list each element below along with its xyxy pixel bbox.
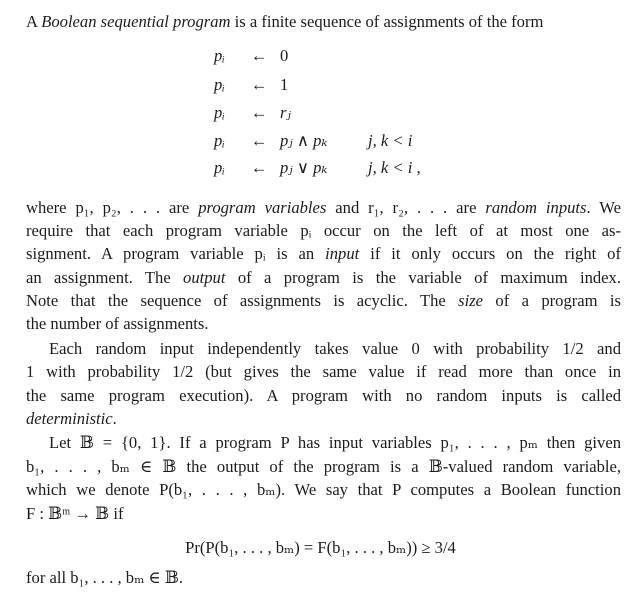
assignment-lhs: pᵢ [214, 158, 225, 177]
term-output: output [183, 268, 226, 287]
assignment-rhs: 1 [280, 75, 289, 94]
assignment-lhs: pᵢ [214, 131, 225, 150]
body-line [26, 409, 621, 429]
intro-text-a: A [26, 12, 42, 31]
text-span: Note that the sequence of assignments is acyclic. The [26, 291, 459, 310]
body-line [26, 244, 621, 264]
intro-line [26, 12, 621, 32]
assignment-condition: j, k < i , [368, 158, 421, 177]
term-deterministic: deterministic [26, 409, 113, 428]
body-line: 1 with probability 1/2 (but gives the same value if read more than once in [26, 362, 621, 381]
body-line: Each random input independently takes value 0 with probability 1/2 and [49, 339, 621, 358]
text-span: where p₁, p₂, . . . are [26, 198, 199, 217]
left-arrow: ← [250, 103, 268, 122]
body-line: which we denote P(b₁, . . . , bₘ). We say that P computes a Boolean function [26, 480, 621, 499]
text-span: of a program is the variable of maximum index. [225, 268, 621, 287]
body-line [26, 198, 621, 218]
text-span: of a program is [483, 291, 621, 310]
text-span: and r₁, r₂, . . . are [326, 198, 486, 217]
text-span: . We [586, 198, 621, 217]
body-line: require that each program variable pᵢ occur on the left of at most one as- [26, 221, 621, 240]
left-arrow: ← [250, 75, 268, 94]
assignment-condition: j, k < i [368, 131, 413, 150]
term-size: size [458, 291, 484, 310]
left-arrow: ← [250, 46, 268, 65]
term-program-variables: program variables [198, 198, 327, 217]
body-line: Let 𝔹 = {0, 1}. If a program P has input variables p₁, . . . , pₘ then given [49, 433, 621, 452]
body-line: the number of assignments. [26, 314, 209, 333]
closing-line: for all b₁, . . . , bₘ ∈ 𝔹. [26, 568, 184, 587]
assignment-lhs: pᵢ [214, 103, 225, 122]
text-span: if it only occurs on the right of [359, 244, 621, 263]
assignment-rhs: rⱼ [280, 103, 291, 122]
body-line [26, 268, 621, 288]
body-line: F : 𝔹ᵐ → 𝔹 if [26, 504, 124, 523]
text-span: . [112, 409, 117, 428]
body-line: the same program execution). A program with no random inputs is called [26, 386, 621, 405]
assignment-rhs: pⱼ ∨ pₖ [280, 158, 328, 177]
assignment-lhs: pᵢ [214, 46, 225, 65]
display-equation: Pr(P(b₁, . . . , bₘ) = F(b₁, . . . , bₘ)) ≥ 3/4 [185, 538, 456, 557]
text-span: an assignment. The [26, 268, 184, 287]
term-random-inputs: random inputs [485, 198, 587, 217]
intro-text-b: is a finite sequence of assignments of the form [230, 12, 544, 31]
intro-term: Boolean sequential program [41, 12, 231, 31]
left-arrow: ← [250, 131, 268, 150]
assignment-rhs: 0 [280, 46, 289, 65]
left-arrow: ← [250, 158, 268, 177]
assignment-lhs: pᵢ [214, 75, 225, 94]
assignment-rhs: pⱼ ∧ pₖ [280, 131, 328, 150]
body-line [26, 291, 621, 311]
term-input: input [325, 244, 360, 263]
text-span: signment. A program variable pᵢ is an [26, 244, 326, 263]
body-line: b₁, . . . , bₘ ∈ 𝔹 the output of the program is a 𝔹-valued random variable, [26, 457, 621, 476]
